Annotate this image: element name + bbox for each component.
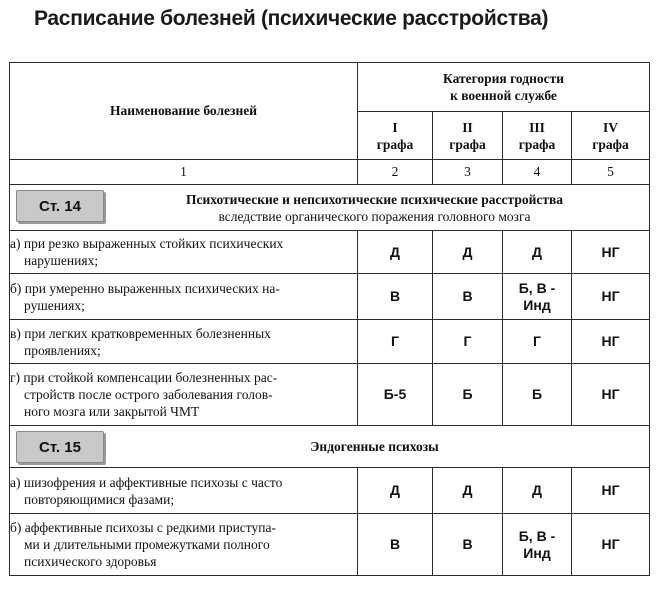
description-line: психического здоровья	[24, 554, 157, 569]
table-row	[10, 514, 650, 576]
category-value: В	[358, 514, 433, 576]
section-title-line1: Эндогенные психозы	[310, 439, 439, 454]
category-value: В	[358, 274, 433, 320]
description-line: повторяющимися фазами;	[24, 491, 175, 507]
header-category-line2: к военной службе	[450, 88, 557, 103]
header-fitness-category	[358, 63, 650, 112]
disease-description	[10, 274, 358, 320]
category-value: Д	[433, 468, 503, 514]
category-value: Д	[433, 231, 503, 274]
description-line: ми и длительными промежутками полного	[24, 537, 270, 552]
article-badge: Ст. 15	[16, 431, 104, 463]
header-column-1	[358, 112, 433, 160]
category-value: Г	[358, 320, 433, 364]
category-line: Б, В -	[518, 279, 556, 296]
column-label: графа	[449, 136, 486, 152]
column-numeral: III	[529, 119, 545, 135]
section-title	[10, 191, 649, 225]
category-line: Б, В -	[518, 527, 556, 544]
column-label: графа	[376, 136, 414, 152]
header-category-line1: Категория годности	[442, 71, 565, 86]
table-row	[10, 231, 650, 274]
category-value: Г	[503, 320, 572, 364]
header-column-4	[572, 112, 650, 160]
category-value	[503, 274, 572, 320]
category-value: В	[433, 274, 503, 320]
column-number: 1	[10, 160, 358, 185]
disease-description	[10, 231, 358, 274]
description-line: б) при умеренно выраженных психических на-	[10, 280, 280, 296]
description-line: рушениях;	[24, 297, 85, 313]
section-header	[10, 426, 650, 468]
disease-description	[10, 364, 358, 426]
category-value: Г	[433, 320, 503, 364]
section-title-line1: Психотические и непсихотические психические расстройства	[185, 191, 564, 207]
description-line: ного мозга или закрытой ЧМТ	[24, 404, 200, 419]
column-numeral: II	[462, 119, 473, 135]
section-header	[10, 185, 650, 231]
category-value: Б	[433, 364, 503, 426]
column-number: 4	[503, 160, 572, 185]
column-label: графа	[518, 136, 556, 152]
column-numeral: I	[392, 119, 398, 135]
category-value: Б-5	[358, 364, 433, 426]
section-title-line2: вследствие органического поражения головного мозга	[218, 208, 531, 224]
category-value	[503, 514, 572, 576]
category-value: Д	[358, 468, 433, 514]
category-value: Д	[503, 231, 572, 274]
category-value: НГ	[572, 231, 650, 274]
category-line: Инд	[523, 544, 551, 561]
header-column-3	[503, 112, 572, 160]
category-value: НГ	[572, 364, 650, 426]
table-row	[10, 468, 650, 514]
disease-description	[10, 514, 358, 576]
page-title: Расписание болезней (психические расстройства)	[34, 7, 549, 30]
header-disease-name: Наименование болезней	[10, 63, 358, 160]
table-row	[10, 320, 650, 364]
header-column-2	[433, 112, 503, 160]
column-label: графа	[592, 136, 629, 152]
category-value: Д	[358, 231, 433, 274]
table-row	[10, 274, 650, 320]
category-value: Б	[503, 364, 572, 426]
disease-description	[10, 468, 358, 514]
category-value: НГ	[572, 514, 650, 576]
section-title	[10, 438, 649, 455]
column-numeral: IV	[602, 119, 618, 135]
description-line: г) при стойкой компенсации болезненных рас-	[10, 370, 278, 385]
description-line: б) аффективные психозы с редкими приступа-	[10, 520, 276, 535]
description-line: проявлениях;	[24, 342, 101, 358]
table-row	[10, 364, 650, 426]
description-line: а) шизофрения и аффективные психозы с часто	[10, 474, 283, 490]
description-line: в) при легких кратковременных болезненных	[10, 325, 271, 341]
description-line: а) при резко выраженных стойких психических	[10, 236, 284, 251]
category-value: НГ	[572, 468, 650, 514]
article-badge: Ст. 14	[16, 190, 104, 222]
category-value: НГ	[572, 274, 650, 320]
category-value: Д	[503, 468, 572, 514]
description-line: стройств после острого заболевания голов-	[24, 387, 273, 402]
column-number: 2	[358, 160, 433, 185]
disease-schedule-table	[9, 62, 650, 576]
disease-description	[10, 320, 358, 364]
category-value: НГ	[572, 320, 650, 364]
column-number: 3	[433, 160, 503, 185]
description-line: нарушениях;	[24, 253, 99, 268]
category-line: Инд	[523, 296, 551, 313]
column-number: 5	[572, 160, 650, 185]
category-value: В	[433, 514, 503, 576]
